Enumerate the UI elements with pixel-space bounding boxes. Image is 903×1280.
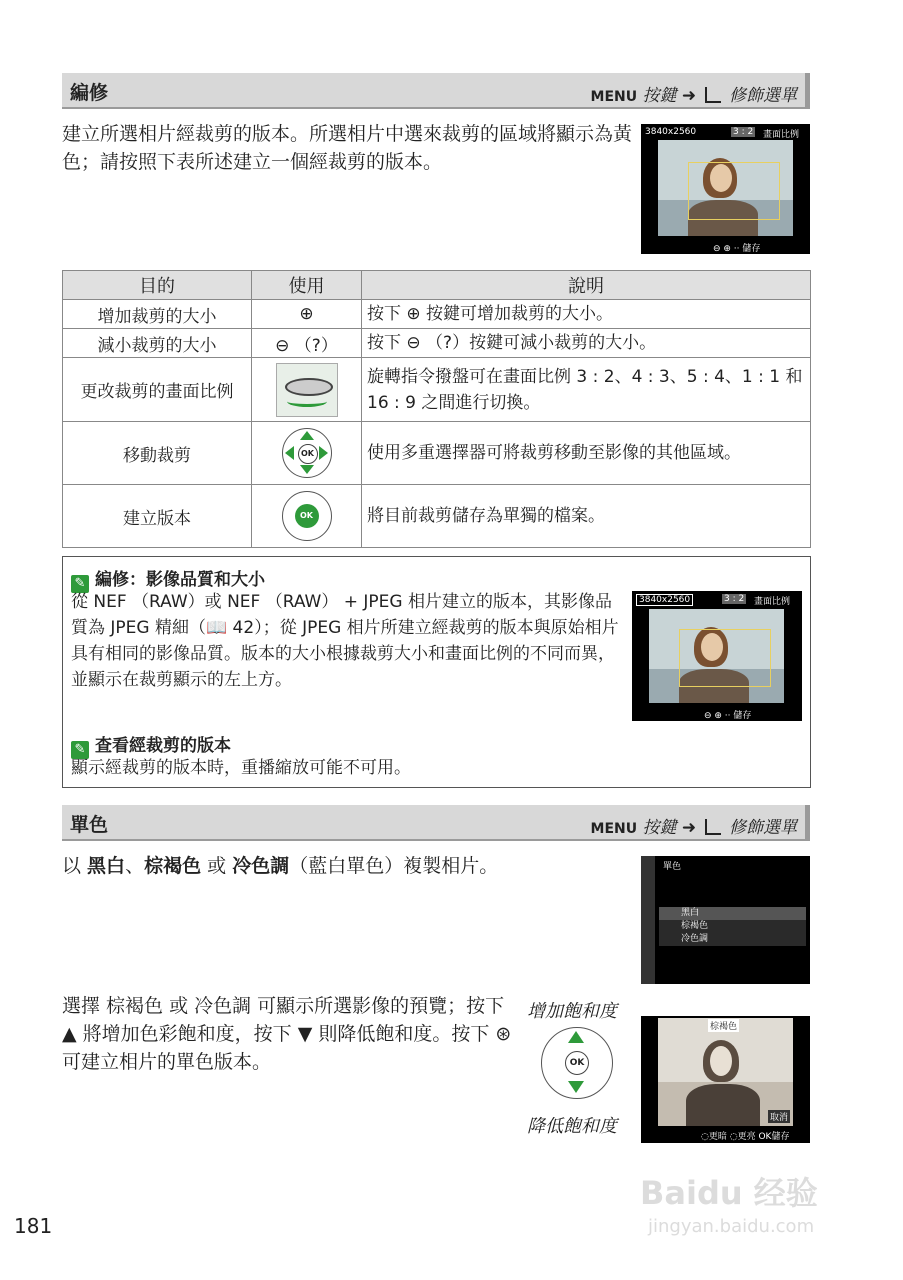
crop-screen-note	[632, 591, 802, 721]
section-title: 編修	[70, 82, 109, 104]
ok-icon: OK	[565, 1051, 589, 1075]
cancel-label: 取消	[768, 1110, 790, 1123]
arrow-right-icon	[319, 446, 328, 460]
preview-label: 棕褐色	[708, 1019, 739, 1032]
crop-size: 3840x2560	[636, 594, 693, 606]
table-row	[63, 358, 811, 422]
crop-screen	[641, 124, 810, 254]
watermark-logo: Baidu 经验	[640, 1174, 818, 1212]
row-desc: 按下 ⊕ 按鍵可增加裁剪的大小。	[362, 300, 811, 329]
table-header-row	[63, 271, 811, 300]
zoom-out-icon: ⊖ （?）	[252, 329, 362, 358]
portrait-body	[686, 1084, 760, 1126]
crop-frame	[688, 162, 780, 220]
menu-text: 按鍵 ➜	[642, 86, 697, 106]
menu-key: MENU	[590, 89, 638, 105]
note-title-text: 編修：影像品質和大小	[95, 570, 265, 590]
col-use: 使用	[252, 271, 362, 300]
menu-item[interactable]: 黑白	[659, 907, 806, 920]
menu-title: 單色	[663, 862, 682, 872]
menu-sidebar	[641, 856, 655, 984]
section-title: 單色	[70, 814, 109, 836]
ok-icon: OK	[295, 504, 319, 528]
arrow-down-icon	[300, 465, 314, 474]
row-purpose: 增加裁剪的大小	[63, 300, 252, 329]
save-label: 儲存	[771, 1132, 790, 1142]
row-desc: 按下 ⊖ （?）按鍵可減小裁剪的大小。	[362, 329, 811, 358]
table-row	[63, 329, 811, 358]
increase-saturation-label: 增加飽和度	[527, 1001, 617, 1022]
save-label: 儲存	[742, 244, 761, 254]
retouch-menu-icon	[705, 819, 721, 835]
col-description: 說明	[362, 271, 811, 300]
row-purpose: 更改裁剪的畫面比例	[63, 358, 252, 422]
intro-text: （藍白單色）複製相片。	[289, 855, 499, 877]
save-label: 儲存	[733, 711, 752, 721]
intro-text: 以	[62, 855, 88, 877]
decrease-saturation-label: 降低飽和度	[527, 1116, 617, 1137]
crop-photo	[649, 609, 784, 703]
darker-label: 更暗	[708, 1132, 727, 1142]
multi-selector-cell	[252, 422, 362, 485]
col-purpose: 目的	[63, 271, 252, 300]
retouch-menu-icon	[705, 87, 721, 103]
multi-selector-icon	[282, 428, 332, 478]
note-box	[62, 556, 811, 788]
option-cyanotype: 冷色調	[232, 855, 290, 877]
pencil-icon: ✎	[71, 575, 89, 593]
watermark-url: jingyan.baidu.com	[648, 1216, 815, 1237]
crop-ratio: 3 : 2	[733, 127, 754, 137]
menu-path	[591, 813, 797, 838]
note-body-view: 顯示經裁剪的版本時，重播縮放可能不可用。	[71, 758, 411, 778]
command-dial-icon	[276, 363, 338, 417]
crop-ratio: 3 : 2	[724, 594, 745, 604]
option-sepia: 棕褐色	[144, 855, 202, 877]
menu-item[interactable]: 冷色調	[659, 933, 806, 946]
menu-path	[591, 81, 797, 106]
menu-text: 按鍵 ➜	[642, 818, 697, 838]
monochrome-menu-screen	[641, 856, 810, 984]
crop-intro: 建立所選相片經裁剪的版本。所選相片中選來裁剪的區域將顯示為黃色；請按照下表所述建立一個經裁剪的版本。	[62, 123, 633, 173]
crop-photo	[658, 140, 793, 236]
crop-controls-table	[62, 270, 811, 548]
arrow-left-icon	[285, 446, 294, 460]
dial-wheel	[285, 378, 333, 396]
screen-controls: ⊖ ⊕ ·· 儲存	[704, 711, 752, 721]
menu-item[interactable]: 棕褐色	[659, 920, 806, 933]
preview-controls: ◌更暗 ◌更亮 OK儲存	[701, 1132, 790, 1142]
option-bw: 黑白	[87, 855, 126, 877]
note-body-quality: 從 NEF （RAW）或 NEF （RAW） + JPEG 相片建立的版本，其影像品質為 JPEG 精細（📖 42）；從 JPEG 相片所建立經裁剪的版本與原始相片具有相同的影像品質。版本的大小根據裁剪大小和畫面比例的不同而異，並顯示在裁剪顯示的左上方。	[71, 592, 619, 690]
note-title-text: 查看經裁剪的版本	[95, 736, 231, 756]
monochrome-intro	[62, 852, 512, 880]
table-row	[63, 485, 811, 548]
page-number: 181	[14, 1214, 53, 1238]
monochrome-body: 選擇 棕褐色 或 冷色調 可顯示所選影像的預覽；按下 ▲ 將增加色彩飽和度，按下 ▼ 則降低飽和度。按下 ⊛ 可建立相片的單色版本。	[62, 995, 512, 1073]
screen-controls: ⊖ ⊕ ·· 儲存	[713, 244, 761, 254]
arrow-up-icon	[300, 431, 314, 440]
multi-selector-icon	[541, 1027, 613, 1099]
brighter-label: 更亮	[737, 1132, 756, 1142]
table-row	[63, 422, 811, 485]
section-header-retouch	[62, 73, 810, 109]
crop-size: 3840x2560	[645, 127, 697, 137]
pencil-icon: ✎	[71, 741, 89, 759]
ok-button-icon	[282, 491, 332, 541]
arrow-up-icon	[568, 1031, 584, 1043]
menu-target: 修飾選單	[729, 86, 797, 106]
preview-photo	[658, 1018, 793, 1126]
menu-target: 修飾選單	[729, 818, 797, 838]
table-row	[63, 300, 811, 329]
rotate-arrow	[287, 396, 327, 407]
ratio-label: 畫面比例	[754, 597, 791, 607]
row-purpose: 移動裁剪	[63, 422, 252, 485]
ratio-label: 畫面比例	[763, 130, 800, 140]
row-desc: 旋轉指令撥盤可在畫面比例 3 : 2、4 : 3、5 : 4、1 : 1 和 16 : 9 之間進行切換。	[362, 358, 811, 422]
sepia-preview-screen	[641, 1016, 810, 1143]
section-header-monochrome	[62, 805, 810, 841]
zoom-in-icon: ⊕	[252, 300, 362, 329]
menu-key: MENU	[590, 821, 638, 837]
arrow-down-icon	[568, 1081, 584, 1093]
intro-sep: 、	[125, 855, 145, 877]
row-desc: 使用多重選擇器可將裁剪移動至影像的其他區域。	[362, 422, 811, 485]
row-purpose: 建立版本	[63, 485, 252, 548]
crop-frame	[679, 629, 771, 687]
intro-text: 或	[201, 855, 233, 877]
row-purpose: 減小裁剪的大小	[63, 329, 252, 358]
row-desc: 將目前裁剪儲存為單獨的檔案。	[362, 485, 811, 548]
command-dial-cell	[252, 358, 362, 422]
ok-button-cell	[252, 485, 362, 548]
portrait-face	[710, 1046, 732, 1076]
ok-icon: OK	[298, 444, 318, 464]
